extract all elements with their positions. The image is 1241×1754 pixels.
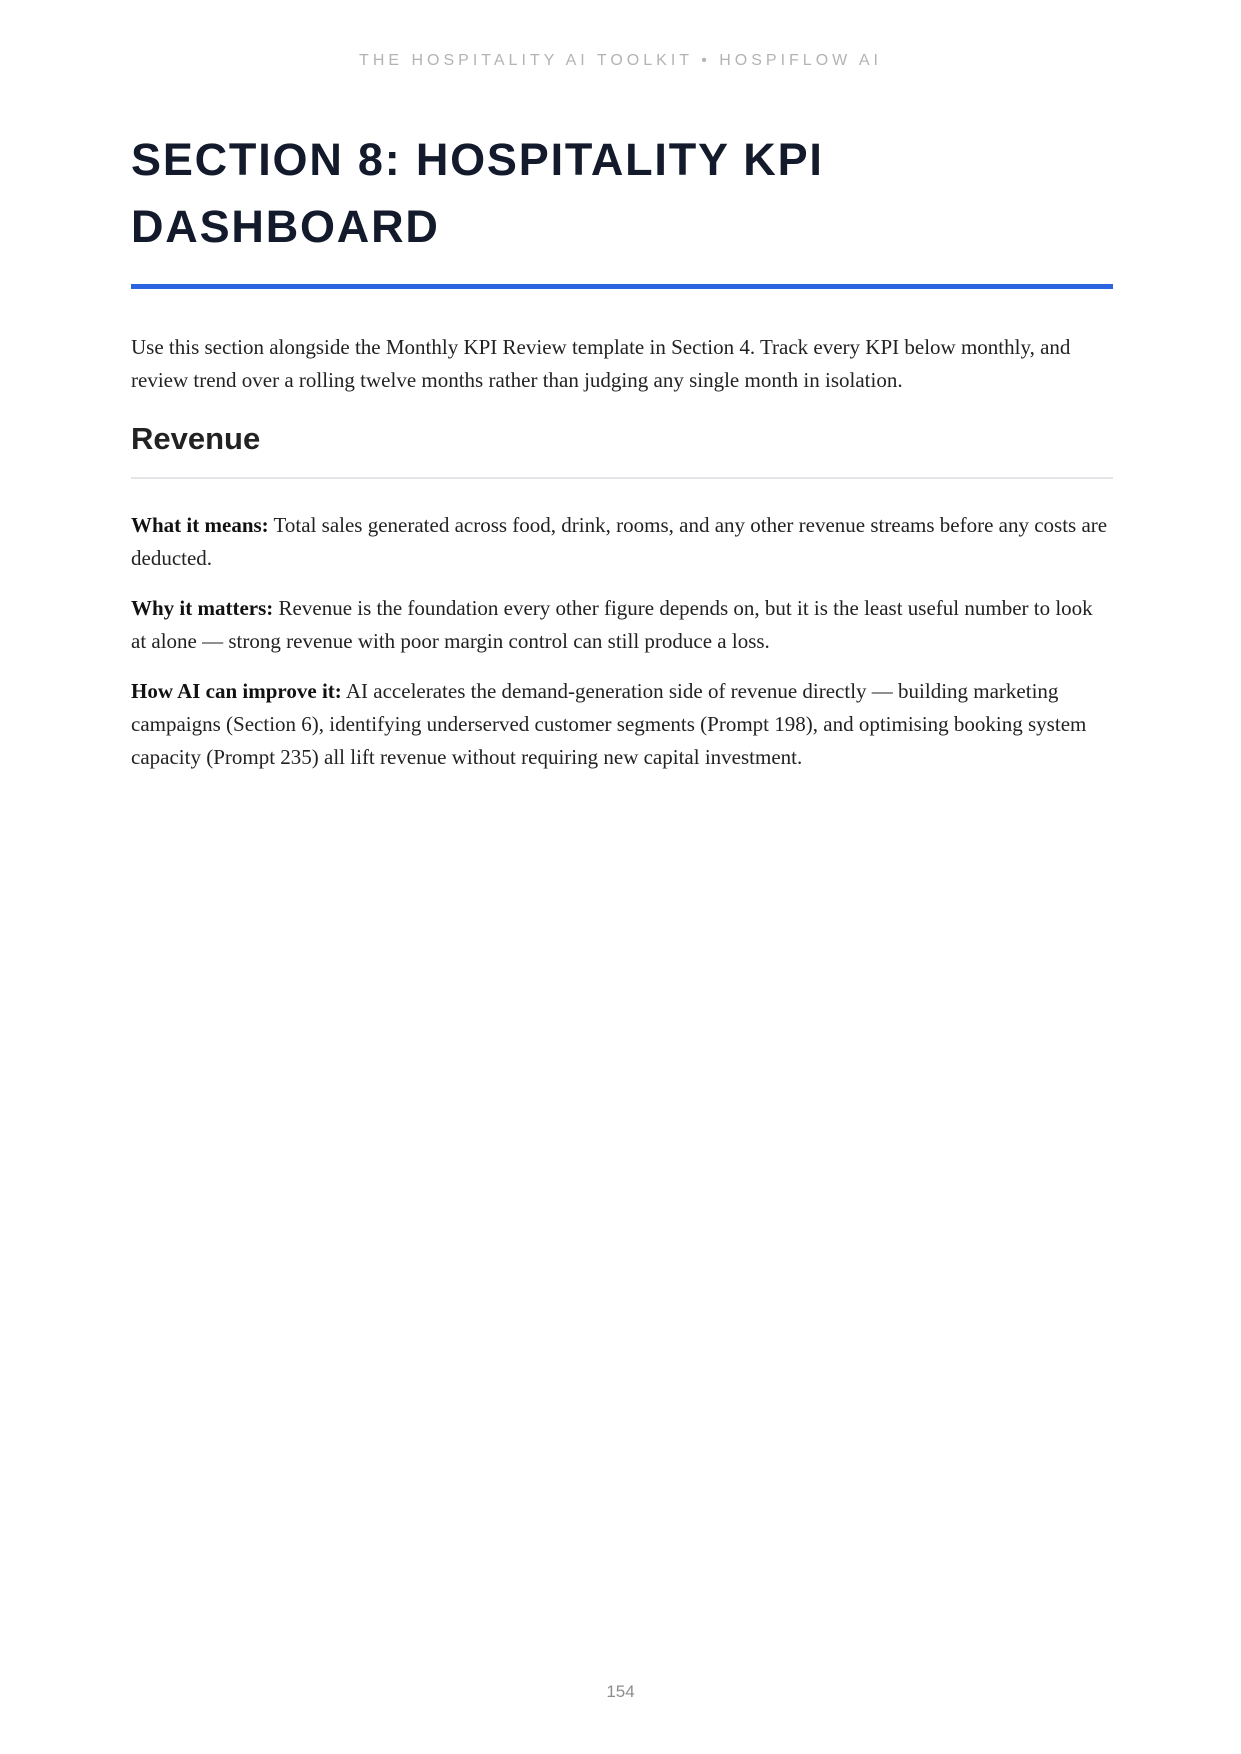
kpi-text-how-ai-can-improve: AI accelerates the demand-generation side of revenue directly — building marketing campaigns (Section 6), identifying underserved customer segments (Prompt 198), and optimising booking system capacity (Prompt 235) all lift revenue without requiring new capital investment. xyxy=(131,679,1087,769)
kpi-why-it-matters xyxy=(131,592,1113,658)
kpi-label-why-it-matters: Why it matters: xyxy=(131,596,274,620)
kpi-heading-revenue: Revenue xyxy=(131,421,261,456)
kpi-heading-divider xyxy=(131,477,1113,479)
title-divider xyxy=(131,284,1113,289)
running-header: THE HOSPITALITY AI TOOLKIT • HOSPIFLOW AI xyxy=(359,52,882,69)
kpi-what-it-means xyxy=(131,509,1113,575)
kpi-text-why-it-matters: Revenue is the foundation every other figure depends on, but it is the least useful number to look at alone — strong revenue with poor margin control can still produce a loss. xyxy=(131,596,1093,653)
kpi-how-ai-can-improve xyxy=(131,675,1113,774)
intro-paragraph: Use this section alongside the Monthly KPI Review template in Section 4. Track every KPI below monthly, and review trend over a rolling twelve months rather than judging any single month in isolation. xyxy=(131,335,1071,392)
page-number: 154 xyxy=(606,1682,635,1701)
kpi-label-what-it-means: What it means: xyxy=(131,513,269,537)
page-content xyxy=(131,126,1113,774)
kpi-label-how-ai-can-improve: How AI can improve it: xyxy=(131,679,342,703)
section-title: SECTION 8: HOSPITALITY KPI DASHBOARD xyxy=(131,134,824,252)
kpi-text-what-it-means: Total sales generated across food, drink, rooms, and any other revenue streams before any costs are deducted. xyxy=(131,513,1108,570)
